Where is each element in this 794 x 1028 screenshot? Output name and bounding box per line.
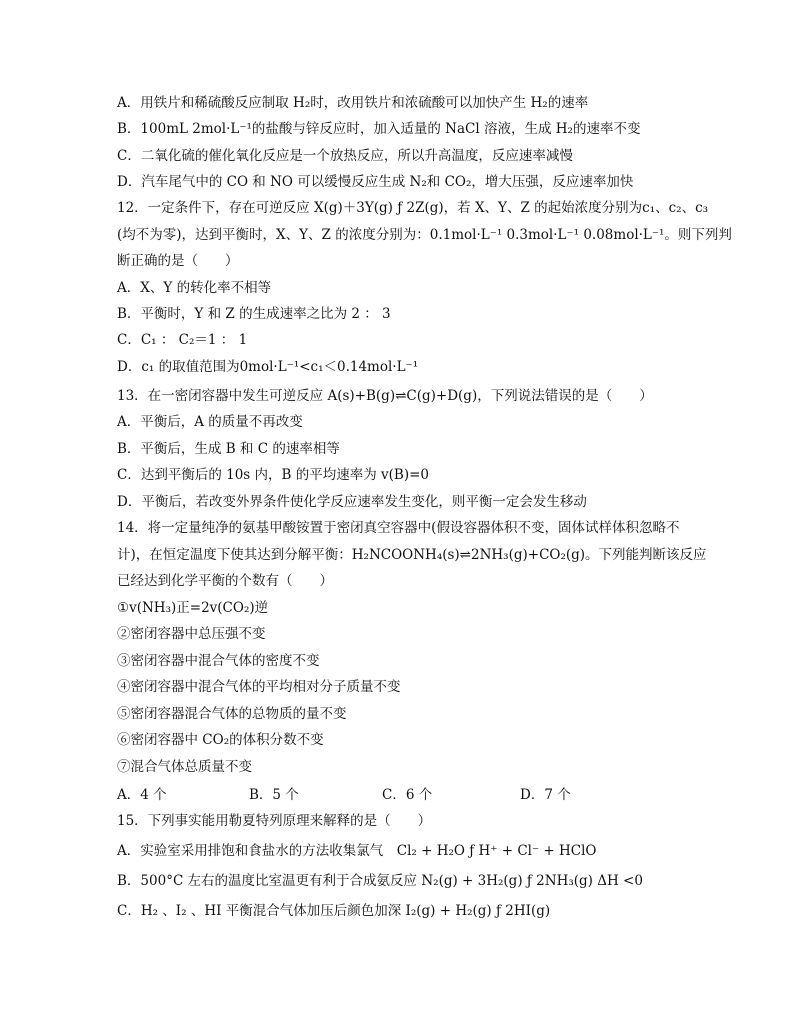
q12-option-a: A．X、Y 的转化率不相等 [117,280,272,296]
q14-item-2: ②密闭容器中总压强不变 [117,626,266,642]
q14-stem-line1: 14．将一定量纯净的氨基甲酸铵置于密闭真空容器中(假设容器体积不变，固体试样体积忽略不 [117,520,680,536]
q14-item-1: ①v(NH₃)正=2v(CO₂)逆 [117,600,269,616]
q15-option-c: C．H₂ 、I₂ 、HI 平衡混合气体加压后颜色加深 I₂(g) + H₂(g) ƒ 2HI(g) [117,903,551,919]
q11-option-c: C．二氧化硫的催化氧化反应是一个放热反应，所以升高温度，反应速率减慢 [117,148,573,164]
q14-item-6: ⑥密闭容器中 CO₂的体积分数不变 [117,732,324,748]
q14-stem-line2: 计)，在恒定温度下使其达到分解平衡：H₂NCOONH₄(s)⇌2NH₃(g)+CO₂(g)。下列能判断该反应 [117,547,707,563]
q12-option-b: B．平衡时，Y 和 Z 的生成速率之比为 2 ： 3 [117,306,391,322]
q14-item-4: ④密闭容器中混合气体的平均相对分子质量不变 [117,679,401,695]
q13-option-b: B．平衡后，生成 B 和 C 的速率相等 [117,441,340,457]
q12-stem-line3: 断正确的是（ ） [117,253,239,269]
q14-item-7: ⑦混合气体总质量不变 [117,759,252,775]
q11-option-d: D．汽车尾气中的 CO 和 NO 可以缓慢反应生成 N₂和 CO₂，增大压强，反应速率加快 [117,174,634,190]
q13-option-a: A．平衡后，A 的质量不再改变 [117,414,303,430]
q13-option-d: D．平衡后，若改变外界条件使化学反应速率发生变化，则平衡一定会发生移动 [117,494,587,510]
q15-stem: 15．下列事实能用勒夏特列原理来解释的是（ ） [117,813,432,829]
q14-option-d: D．7 个 [520,787,571,803]
q14-option-c: C．6 个 [382,787,433,803]
q11-option-b: B．100mL 2mol·L⁻¹的盐酸与锌反应时，加入适量的 NaCl 溶液，生成 H₂的速率不变 [117,121,641,137]
q12-option-d: D．c₁ 的取值范围为0mol·L⁻¹<c₁＜0.14mol·L⁻¹ [117,359,419,375]
q14-option-b: B．5 个 [249,787,299,803]
q11-option-a: A．用铁片和稀硫酸反应制取 H₂时，改用铁片和浓硫酸可以加快产生 H₂的速率 [117,95,589,111]
q12-stem-line1: 12．一定条件下，存在可逆反应 X(g)＋3Y(g) ƒ 2Z(g)，若 X、Y、Z 的起始浓度分别为c₁、c₂、c₃ [117,200,709,216]
q13-option-c: C．达到平衡后的 10s 内，B 的平均速率为 v(B)=0 [117,467,430,483]
q12-stem-line2: (均不为零)，达到平衡时，X、Y、Z 的浓度分别为：0.1mol·L⁻¹ 0.3mol·L⁻¹ 0.08mol·L⁻¹。则下列判 [117,227,732,243]
q12-option-c: C．C₁ ： C₂＝1 ： 1 [117,332,248,348]
q15-option-a: A．实验室采用排饱和食盐水的方法收集氯气 Cl₂ + H₂O ƒ H⁺ + Cl⁻ + HClO [117,843,597,859]
q13-stem: 13．在一密闭容器中发生可逆反应 A(s)+B(g)⇌C(g)+D(g)，下列说法错误的是（ ） [117,388,653,404]
q14-item-3: ③密闭容器中混合气体的密度不变 [117,653,320,669]
q14-stem-line3: 已经达到化学平衡的个数有（ ） [117,573,333,589]
q14-option-a: A．4 个 [117,787,167,803]
q14-item-5: ⑤密闭容器混合气体的总物质的量不变 [117,706,347,722]
q15-option-b: B．500°C 左右的温度比室温更有利于合成氨反应 N₂(g) + 3H₂(g) ƒ 2NH₃(g) ΔH <0 [117,873,643,889]
